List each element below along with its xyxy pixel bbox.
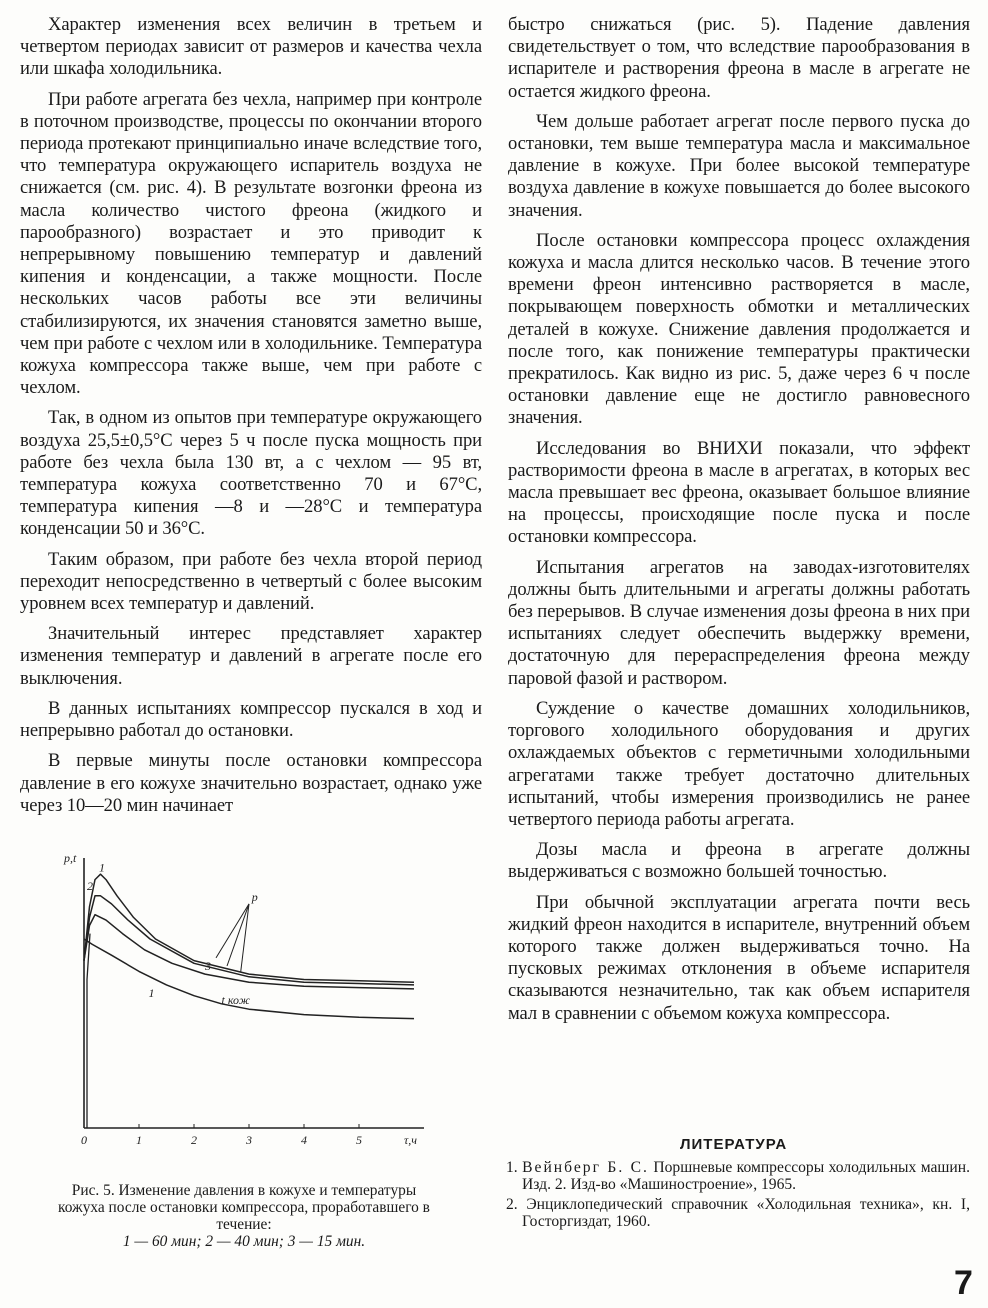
- series-label: 3: [205, 959, 211, 974]
- ref-text: Поршневые компрессоры холодильных машин. Изд. 2. Изд-во «Машиностроение», 1965.: [522, 1159, 970, 1193]
- paragraph: В данных испытаниях компрессор пускался в ход и непрерывно работал до остановки.: [20, 697, 482, 742]
- annotation-leader: [241, 904, 249, 972]
- x-tick-label: 3: [246, 1133, 252, 1147]
- reference-item: [506, 1197, 970, 1230]
- ref-number: 1.: [506, 1159, 518, 1176]
- annotation-t: t кож: [221, 992, 250, 1007]
- ref-number: 2.: [506, 1196, 518, 1213]
- caption-legend: 1 — 60 мин; 2 — 40 мин; 3 — 15 мин.: [122, 1233, 366, 1250]
- paragraph: При работе агрегата без чехла, например при контроле в поточном производстве, процессы по окончании второго периода протекают принципиально иначе вследствие того, что температура окружающего испаритель воздуха не снижается (см. рис. 4). В результате возгонки фреона из масла количество чистого фреона (жидкого и парообразного) возрастает и это приводит к непрерывному повышению температур и давлений кипения и конденсации, а также мощности. После нескольких часов работы все эти величины стабилизируются, их значения становятся заметно выше, чем при работе с чехлом или в холодильнике. Температура кожуха компрессора также выше, чем при работе с чехлом.: [20, 88, 482, 399]
- series-line-1: [84, 874, 414, 982]
- series-line-3: [84, 915, 414, 989]
- ref-author: Вейнберг Б. С.: [522, 1159, 649, 1176]
- x-tick-label: 2: [191, 1133, 197, 1147]
- x-tick-label: 1: [136, 1133, 142, 1147]
- paragraph: Дозы масла и фреона в агрегате должны выдерживаться с возможно большей точностью.: [508, 839, 970, 883]
- paragraph: Испытания агрегатов на заводах-изготовителях должны быть длительными и агрегаты должны работать без перерывов. В случае изменения дозы фреона в них при испытаниях следует обеспечить выдержку времени, достаточную для перераспределения фреона между паровой фазой и раствором.: [508, 556, 970, 689]
- figure-5-chart: [62, 848, 452, 1156]
- paragraph: Чем дольше работает агрегат после первого пуска до остановки, тем выше температура масла и максимальное давление в кожухе. При более высокой температуре воздуха давление в кожухе повышается до более высокого значения.: [508, 110, 970, 221]
- paragraph: Значительный интерес представляет характер изменения температур и давлений в агрегате после его выключения.: [20, 623, 482, 689]
- paragraph: Так, в одном из опытов при температуре окружающего воздуха 25,5±0,5°С через 5 ч после пуска мощность при работе без чехла была 130 вт, а с чехлом — 95 вт, температура кожуха соответственно 70 и 67°С, температура кипения —8 и —28°С и температура конденсации 50 и 36°С.: [20, 407, 482, 540]
- x-tick-label: 4: [301, 1133, 307, 1147]
- references-list: [506, 1160, 970, 1234]
- paragraph: Таким образом, при работе без чехла второй период переходит непосредственно в четвертый с более высоким уровнем всех температур и давлений.: [20, 548, 482, 615]
- paragraph: При обычной эксплуатации агрегата почти весь жидкий фреон находится в испарителе, внутренний объем которого также должен выдерживаться точно. На пусковых режимах отклонения в объеме испарителя сказываются незначительно, так как объем испарителя мал в сравнении с объемом кожуха компрессора.: [508, 891, 970, 1024]
- series-line-2: [84, 896, 414, 985]
- x-tick-label: 5: [356, 1133, 362, 1147]
- x-tick-label: 0: [81, 1133, 87, 1147]
- page-number: 7: [954, 1264, 973, 1302]
- startup-trace: [87, 934, 90, 1128]
- reference-item: [506, 1160, 970, 1193]
- ref-text: Энциклопедический справочник «Холодильная техника», кн. I, Госторгиздат, 1960.: [522, 1196, 970, 1230]
- series-label: 1: [99, 860, 105, 875]
- paragraph: Исследования во ВНИХИ показали, что эффект растворимости фреона в масле в агрегатах, в которых вес масла превышает вес фреона, оказывает большое влияние на процессы, происходящие после пуска и после остановки компрессора.: [508, 437, 970, 548]
- paragraph: В первые минуты после остановки компрессора давление в его кожухе значительно возрастает, однако уже через 10—20 мин начинает: [20, 750, 482, 816]
- chart-svg: [62, 848, 452, 1156]
- references-title: ЛИТЕРАТУРА: [680, 1136, 788, 1153]
- caption-main: Рис. 5. Изменение давления в кожухе и температуры кожуха после остановки компрессора, проработавшего в течение:: [58, 1182, 430, 1233]
- y-axis-label: p,t: [64, 851, 77, 865]
- right-column: [508, 14, 970, 1033]
- paragraph: Характер изменения всех величин в третьем и четвертом периодах зависит от размеров и качества чехла или шкафа холодильника.: [20, 14, 482, 80]
- series-label: 1: [148, 985, 155, 1000]
- x-axis-label: τ,ч: [404, 1133, 418, 1147]
- annotation-p: p: [251, 890, 258, 905]
- left-column: [20, 14, 482, 825]
- paragraph: Суждение о качестве домашних холодильников, торгового холодильного оборудования и других охлаждаемых объектов с герметичными холодильными агрегатами также требует достаточно длительных испытаний, чтобы измерения производились не ранее четвертого периода работы агрегата.: [508, 697, 970, 830]
- paragraph: быстро снижаться (рис. 5). Падение давления свидетельствует о том, что вследствие парообразования в испарителе и растворения фреона в масле в агрегате не остается жидкого фреона.: [508, 14, 970, 102]
- series-label: 2: [87, 878, 93, 893]
- paragraph: После остановки компрессора процесс охлаждения кожуха и масла длится несколько часов. В течение этого времени фреон интенсивно растворяется в масле, покрывающем поверхность обмотки и металлических деталей в кожухе. Снижение давления продолжается и после того, как понижение температуры практически прекратилось. Как видно из рис. 5, даже через 6 ч после остановки давление еще не достигло равновесного значения.: [508, 229, 970, 429]
- figure-caption: [58, 1182, 430, 1250]
